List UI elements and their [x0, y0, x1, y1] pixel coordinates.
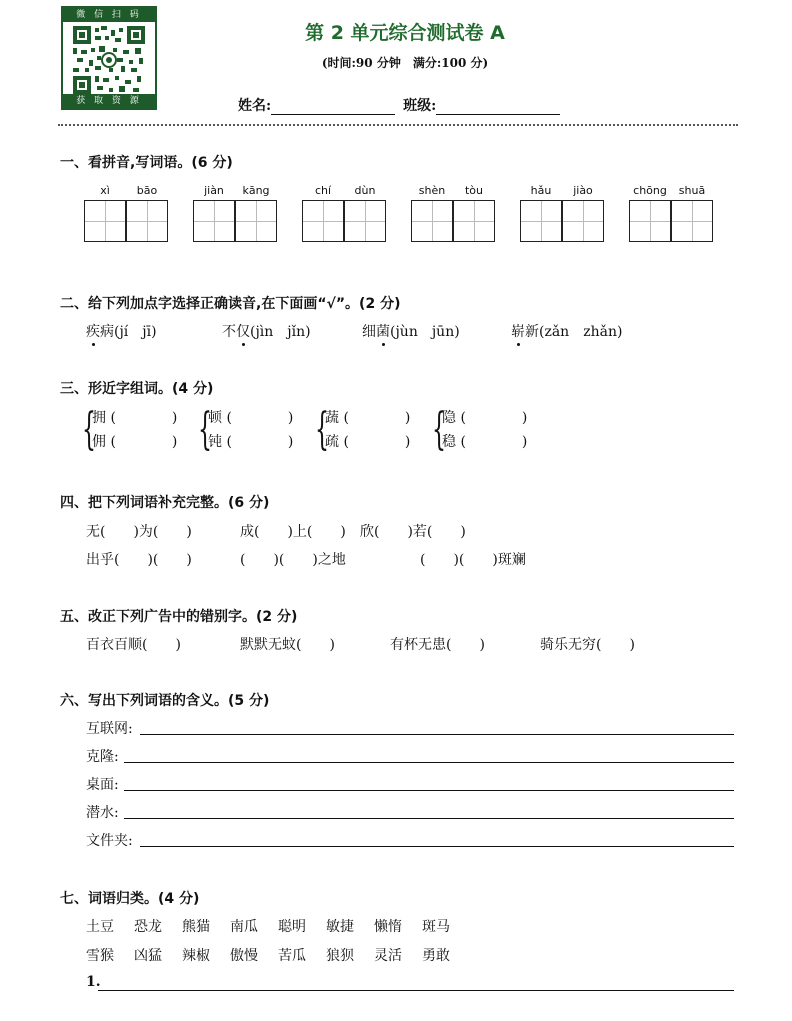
word-blank[interactable]: 疏 ( ) [325, 434, 411, 450]
pinyin-text: hǎu [530, 184, 552, 197]
section7-title: 七、词语归类。(4 分) [60, 891, 200, 907]
pinyin-text: bāo [136, 184, 158, 197]
reading-prefix: 不 [222, 324, 236, 340]
word-item: 勇敢 [422, 948, 450, 964]
reading-prefix: 细 [362, 324, 376, 340]
word-blank[interactable]: 蔬 ( ) [325, 410, 411, 426]
writing-box[interactable] [84, 200, 126, 242]
dotted-char: 仅 [236, 321, 250, 341]
word-item: 雪猴 [86, 948, 114, 964]
word-item: 凶猛 [134, 948, 162, 964]
reading-options: (jìn jǐn) [250, 324, 311, 340]
divider [58, 124, 738, 126]
class-field[interactable] [436, 100, 560, 115]
typo-blank[interactable]: 有杯无患( ) [390, 637, 485, 653]
pinyin-text: jiàn [204, 184, 224, 197]
typo-blank[interactable]: 默默无蚊( ) [240, 637, 335, 653]
writing-box[interactable] [671, 200, 713, 242]
writing-box[interactable] [344, 200, 386, 242]
idiom-blank[interactable]: ( )( )斑斓 [420, 552, 526, 568]
writing-box[interactable] [126, 200, 168, 242]
writing-box[interactable] [453, 200, 495, 242]
word-blank[interactable]: 隐 ( ) [442, 410, 528, 426]
writing-box[interactable] [411, 200, 453, 242]
idiom-blank[interactable]: 出乎( )( ) [86, 552, 192, 568]
answer-line[interactable] [140, 846, 734, 847]
section3-title: 三、形近字组词。(4 分) [60, 381, 214, 397]
idiom-blank[interactable]: 欣( )若( ) [360, 524, 466, 540]
answer-line[interactable] [124, 790, 734, 791]
name-label: 姓名: [238, 98, 272, 114]
idiom-blank[interactable]: 成( )上( ) [240, 524, 346, 540]
word-item: 土豆 [86, 919, 114, 935]
word-item: 聪明 [278, 919, 306, 935]
writing-box[interactable] [193, 200, 235, 242]
qr-bottom-label: 获 取 资 源 [63, 94, 155, 108]
idiom-blank[interactable]: 无( )为( ) [86, 524, 192, 540]
dotted-char: 菌 [376, 321, 390, 341]
word-item: 南瓜 [230, 919, 258, 935]
brace-icon: { [315, 404, 329, 455]
term-label: 潜水: [86, 805, 119, 821]
term-label: 文件夹: [86, 833, 133, 849]
reading-item[interactable] [86, 321, 157, 341]
typo-blank[interactable]: 百衣百顺( ) [86, 637, 181, 653]
writing-box[interactable] [629, 200, 671, 242]
word-item: 恐龙 [134, 919, 162, 935]
typo-blank[interactable]: 骑乐无穷( ) [540, 637, 635, 653]
dotted-char: 疾 [86, 321, 100, 341]
pinyin-text: kāng [242, 184, 270, 197]
answer-line[interactable] [140, 734, 734, 735]
idiom-blank[interactable]: ( )( )之地 [240, 552, 346, 568]
reading-options: 新(zǎn zhǎn) [525, 324, 623, 340]
qr-top-label: 微 信 扫 码 [63, 8, 155, 22]
term-label: 互联网: [86, 721, 133, 737]
page-subtitle: (时间:90 分钟 满分:100 分) [321, 56, 489, 70]
page-title: 第 2 单元综合测试卷 A [305, 22, 505, 44]
word-item: 灵活 [374, 948, 402, 964]
pinyin-text: dùn [354, 184, 376, 197]
word-blank[interactable]: 钝 ( ) [208, 434, 294, 450]
qr-code-icon [73, 26, 145, 94]
section5-title: 五、改正下列广告中的错别字。(2 分) [60, 609, 298, 625]
pinyin-text: chí [314, 184, 332, 197]
pinyin-text: xì [100, 184, 110, 197]
term-label: 克隆: [86, 749, 119, 765]
pinyin-text: tòu [464, 184, 483, 197]
brace-icon: { [198, 404, 212, 455]
section2-title: 二、给下列加点字选择正确读音,在下面画“√”。(2 分) [60, 296, 401, 312]
section4-title: 四、把下列词语补充完整。(6 分) [60, 495, 270, 511]
reading-item[interactable] [362, 321, 460, 341]
brace-icon: { [82, 404, 96, 455]
answer-line[interactable] [124, 818, 734, 819]
reading-item[interactable] [222, 321, 311, 341]
word-item: 狼狈 [326, 948, 354, 964]
word-item: 辣椒 [182, 948, 210, 964]
word-blank[interactable]: 顿 ( ) [208, 410, 294, 426]
brace-icon: { [432, 404, 446, 455]
writing-box[interactable] [235, 200, 277, 242]
word-item: 傲慢 [230, 948, 258, 964]
pinyin-text: jiào [573, 184, 593, 197]
pinyin-text: chōng [633, 184, 667, 197]
word-item: 斑马 [422, 919, 450, 935]
writing-box[interactable] [302, 200, 344, 242]
word-item: 苦瓜 [278, 948, 306, 964]
pinyin-text: shèn [418, 184, 446, 197]
answer-line[interactable] [98, 990, 734, 991]
word-blank[interactable]: 稳 ( ) [442, 434, 528, 450]
dotted-char: 崭 [511, 321, 525, 341]
reading-options: 病(jí jī) [100, 324, 157, 340]
name-field[interactable] [271, 100, 395, 115]
word-item: 熊猫 [182, 919, 210, 935]
reading-item[interactable] [511, 321, 622, 341]
word-item: 懒惰 [374, 919, 402, 935]
writing-box[interactable] [562, 200, 604, 242]
writing-box[interactable] [520, 200, 562, 242]
answer-line[interactable] [124, 762, 734, 763]
word-item: 敏捷 [326, 919, 354, 935]
class-label: 班级: [403, 98, 437, 114]
word-blank[interactable]: 佣 ( ) [92, 434, 178, 450]
word-blank[interactable]: 拥 ( ) [92, 410, 178, 426]
reading-options: (jùn jūn) [390, 324, 460, 340]
section1-title: 一、看拼音,写词语。(6 分) [60, 155, 233, 171]
qr-code-block [61, 6, 157, 110]
term-label: 桌面: [86, 777, 119, 793]
section6-title: 六、写出下列词语的含义。(5 分) [60, 693, 270, 709]
name-class-bar [238, 95, 568, 115]
pinyin-text: shuā [678, 184, 706, 197]
answer-label: 1. [86, 974, 101, 990]
